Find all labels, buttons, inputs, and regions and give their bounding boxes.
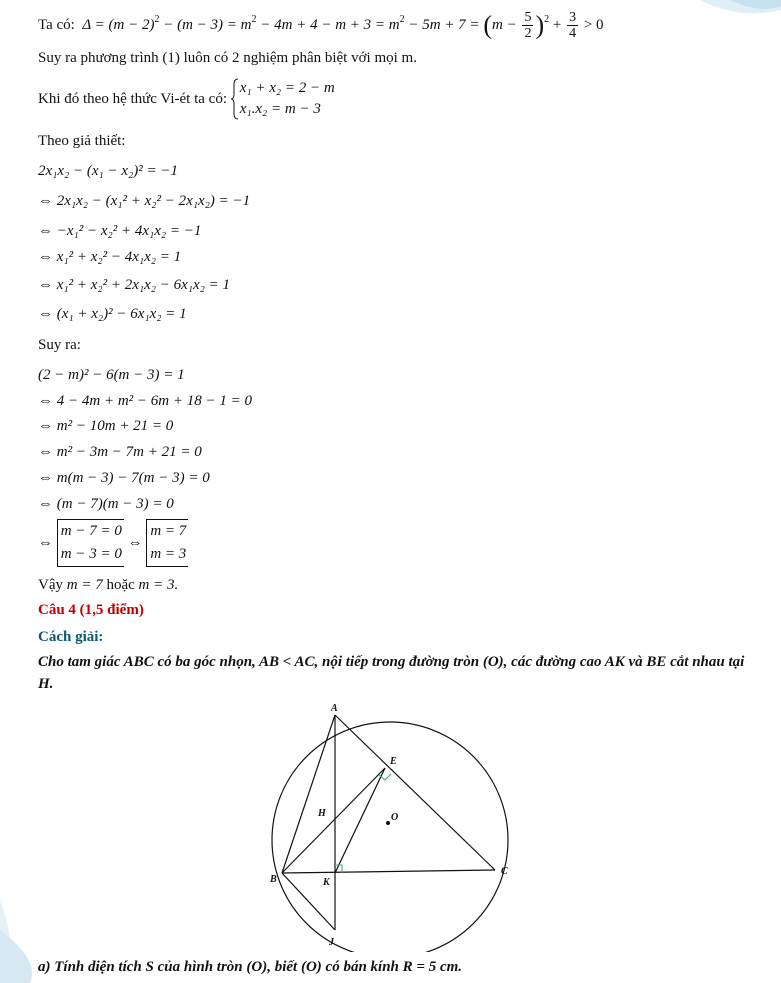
deduce-line: ⇔ (m − 7)(m − 3) = 0	[38, 496, 174, 512]
label-b: B	[270, 874, 277, 885]
frac-den: 4	[569, 26, 577, 41]
case-a1: m − 7 = 0	[60, 523, 122, 539]
segment-ac	[335, 715, 495, 870]
case-a2: m − 3 = 0	[60, 546, 122, 562]
hypothesis-line: ⇔ −x₁² − x₂² + 4x₁x₂ = −1	[38, 223, 202, 239]
frac-num: 5	[524, 10, 532, 25]
corner-decoration-top-right	[690, 0, 781, 40]
label-e: E	[390, 756, 397, 767]
label-o: O	[391, 812, 399, 823]
altitude-be	[282, 768, 385, 873]
label-j: J	[329, 937, 334, 948]
deduce-line: (2 − m)² − 6(m − 3) = 1	[38, 367, 185, 383]
center-o-dot	[386, 821, 390, 825]
left-paren: (	[483, 10, 492, 40]
exponent: 2	[544, 13, 550, 25]
answer-line	[38, 576, 178, 594]
vieta-text: Khi đó theo hệ thức Vi-ét ta có:	[38, 91, 227, 107]
hypothesis-line: ⇔ x₁² + x₂² − 4x₁x₂ = 1	[38, 249, 182, 265]
label-c: C	[501, 866, 508, 877]
delta-part-2: − (m − 3) = m	[159, 16, 252, 33]
label-a: A	[331, 703, 338, 714]
right-paren: )	[535, 10, 545, 40]
answer-m3: m = 3.	[138, 577, 179, 593]
answer-m7: m = 7	[66, 577, 103, 593]
geometry-figure	[260, 700, 525, 952]
frac-den: 2	[524, 26, 532, 41]
delta-part-1: Δ = (m − 2)	[82, 16, 155, 33]
cases-line	[38, 519, 188, 567]
iff-symbol: ⇔	[127, 535, 143, 551]
segment-bc	[282, 870, 495, 873]
hypothesis-line: ⇔ (x₁ + x₂)² − 6x₁x₂ = 1	[38, 306, 187, 322]
problem-statement: Cho tam giác ABC có ba góc nhọn, AB < AC, nội tiếp trong đường tròn (O), các đường cao AK và BE cắt nhau tại H.	[38, 654, 745, 692]
iff-symbol: ⇔	[38, 535, 53, 551]
right-angle-e-mark	[379, 774, 391, 780]
part-a-question: a) Tính diện tích S của hình tròn (O), biết (O) có bán kính R = 5 cm.	[38, 959, 463, 975]
segment-ke	[335, 768, 385, 873]
hypothesis-line: 2x₁x₂ − (x₁ − x₂)² = −1	[38, 163, 178, 179]
delta-part-4: − 5m + 7 =	[404, 16, 484, 33]
answer-prefix: Vậy	[38, 577, 63, 593]
label-k: K	[323, 877, 330, 888]
deduce-label: Suy ra:	[38, 337, 81, 353]
ta-co-label: Ta có:	[38, 16, 75, 33]
exponent: 2	[251, 13, 257, 25]
conclusion-line: Suy ra phương trình (1) luôn có 2 nghiệm phân biệt với mọi m.	[38, 50, 417, 66]
delta-line	[38, 10, 604, 41]
deduce-line: ⇔ m² − 3m − 7m + 21 = 0	[38, 444, 202, 460]
answer-or: hoặc	[106, 577, 135, 593]
hypothesis-line: ⇔ x₁² + x₂² + 2x₁x₂ − 6x₁x₂ = 1	[38, 277, 230, 293]
fraction-3-4	[567, 10, 578, 41]
hypothesis-label: Theo giả thiết:	[38, 133, 126, 149]
brace-icon	[231, 78, 239, 120]
gt-zero: > 0	[580, 16, 604, 33]
case-bracket-1	[57, 519, 124, 567]
exponent: 2	[154, 13, 160, 25]
label-h: H	[318, 808, 326, 819]
plus: +	[549, 16, 566, 33]
question-4-title: Câu 4 (1,5 điểm)	[38, 602, 144, 618]
vieta-system	[231, 78, 335, 120]
case-b1: m = 7	[150, 523, 187, 539]
fraction-5-2	[522, 10, 533, 41]
deduce-line: ⇔ m(m − 3) − 7(m − 3) = 0	[38, 470, 210, 486]
exponent: 2	[399, 13, 405, 25]
deduce-line: ⇔ 4 − 4m + m² − 6m + 18 − 1 = 0	[38, 393, 252, 409]
solution-label: Cách giải:	[38, 629, 104, 645]
vieta-product: x₁.x₂ = m − 3	[239, 101, 321, 117]
vieta-line	[38, 78, 335, 120]
vieta-sum: x₁ + x₂ = 2 − m	[239, 80, 335, 96]
frac-num: 3	[569, 10, 577, 25]
segment-ab	[282, 715, 335, 873]
delta-part-3: − 4m + 4 − m + 3 = m	[256, 16, 400, 33]
delta-m-minus: m −	[491, 16, 521, 33]
case-bracket-2	[146, 519, 188, 567]
deduce-line: ⇔ m² − 10m + 21 = 0	[38, 418, 174, 434]
case-b2: m = 3	[150, 546, 187, 562]
hypothesis-line: ⇔ 2x₁x₂ − (x₁² + x₂² − 2x₁x₂) = −1	[38, 193, 251, 209]
